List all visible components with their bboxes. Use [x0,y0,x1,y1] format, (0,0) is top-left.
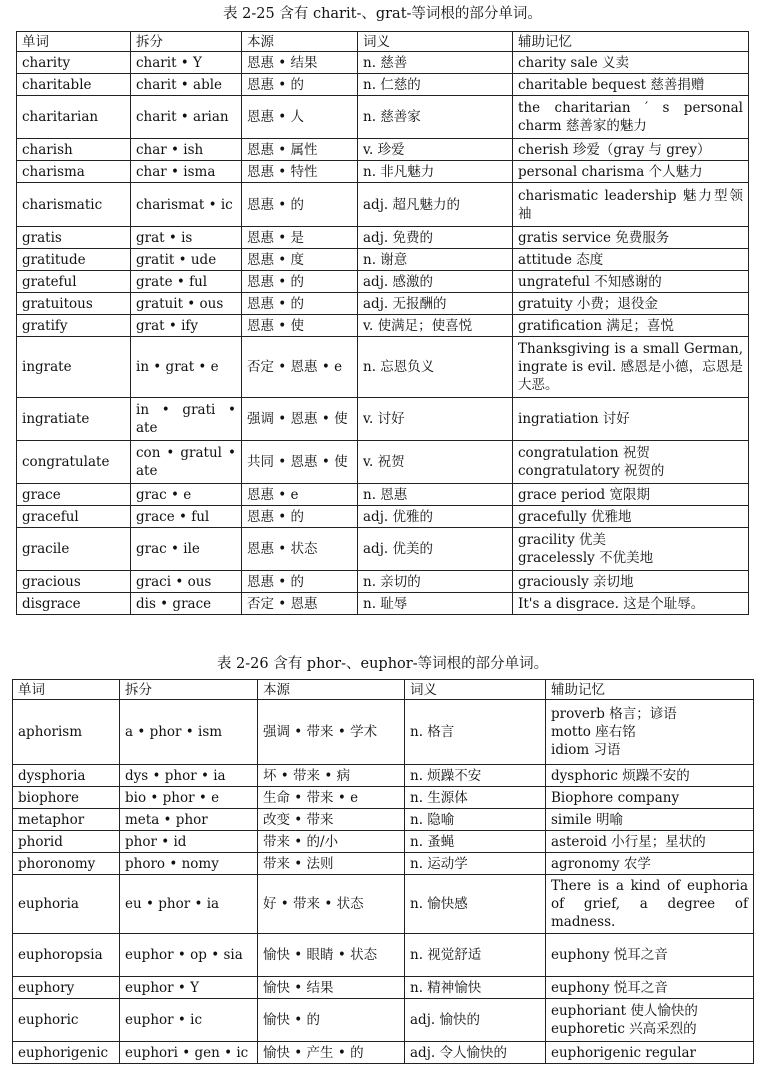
table-row [17,506,749,528]
table-row [17,74,749,96]
cell-meaning: adj. 优美的 [358,528,513,571]
table-row [17,183,749,227]
cell-split: phor • id [120,831,258,853]
memo-line: charismatic leadership 魅力型领袖 [518,187,743,222]
column-header: 拆分 [120,680,258,700]
column-header: 辅助记忆 [546,680,754,700]
memo-line: attitude 态度 [518,251,604,268]
cell-split: in • grat • e [131,337,242,398]
cell-meaning: n. 蚤蝇 [405,831,546,853]
cell-meaning: n. 视觉舒适 [405,934,546,977]
cell-split: euphor • ic [120,999,258,1042]
cell-word: dysphoria [13,765,120,787]
cell-origin: 强调 • 恩惠 • 使 [242,398,358,441]
cell-split: charit • able [131,74,242,96]
cell-word: euphory [13,977,120,999]
cell-origin: 恩惠 • 特性 [242,161,358,183]
table-row [17,96,749,139]
cell-meaning: v. 使满足；使喜悦 [358,315,513,337]
memo-line: simile 明喻 [551,811,623,828]
cell-split: grat • is [131,227,242,249]
column-header: 词义 [358,32,513,52]
cell-origin: 恩惠 • 属性 [242,139,358,161]
cell-word: gratuitous [17,293,131,315]
cell-origin: 强调 • 带来 • 学术 [258,700,405,765]
table-row [13,1042,754,1064]
column-header: 词义 [405,680,546,700]
cell-memo [513,593,749,615]
cell-word: gracious [17,571,131,593]
cell-memo [513,315,749,337]
table-row [17,271,749,293]
cell-word: charish [17,139,131,161]
cell-memo [513,398,749,441]
cell-memo [513,161,749,183]
cell-origin: 好 • 带来 • 状态 [258,875,405,934]
cell-word: grateful [17,271,131,293]
table-row [13,934,754,977]
memo-line: personal charisma 个人魅力 [518,163,703,180]
table-row [17,249,749,271]
cell-origin: 恩惠 • 状态 [242,528,358,571]
cell-split: gratuit • ous [131,293,242,315]
cell-word: euphorigenic [13,1042,120,1064]
cell-word: charisma [17,161,131,183]
column-header: 本源 [242,32,358,52]
table-row [17,161,749,183]
memo-line: gracility 优美 [518,532,607,548]
table-row [17,337,749,398]
cell-word: grace [17,484,131,506]
cell-origin: 恩惠 • 是 [242,227,358,249]
cell-memo [513,506,749,528]
cell-memo [546,809,754,831]
cell-split: charit • Y [131,52,242,74]
cell-word: disgrace [17,593,131,615]
cell-meaning: n. 忘恩负义 [358,337,513,398]
memo-line: proverb 格言；谚语 [551,706,677,722]
cell-split: grac • e [131,484,242,506]
memo-line: dysphoric 烦躁不安的 [551,767,690,784]
cell-split: con • gratul • ate [131,441,242,484]
cell-memo [513,271,749,293]
cell-memo [546,977,754,999]
cell-origin: 愉快 • 结果 [258,977,405,999]
cell-split: char • isma [131,161,242,183]
cell-meaning: v. 讨好 [358,398,513,441]
cell-meaning: n. 仁慈的 [358,74,513,96]
cell-meaning: n. 恩惠 [358,484,513,506]
cell-origin: 坏 • 带来 • 病 [258,765,405,787]
cell-memo [513,52,749,74]
cell-memo [546,999,754,1042]
table-row [17,571,749,593]
cell-origin: 恩惠 • 的 [242,271,358,293]
cell-word: gratify [17,315,131,337]
memo-line: euphoretic 兴高采烈的 [551,1021,697,1037]
table-row [17,227,749,249]
cell-split: grate • ful [131,271,242,293]
cell-memo [546,853,754,875]
cell-origin: 恩惠 • 使 [242,315,358,337]
cell-split: charit • arian [131,96,242,139]
cell-origin: 恩惠 • e [242,484,358,506]
cell-split: gratit • ude [131,249,242,271]
memo-line: motto 座右铭 [551,724,636,740]
cell-meaning: n. 格言 [405,700,546,765]
cell-split: eu • phor • ia [120,875,258,934]
cell-split: phoro • nomy [120,853,258,875]
cell-word: euphoric [13,999,120,1042]
table-row [17,315,749,337]
cell-word: biophore [13,787,120,809]
cell-memo [546,1042,754,1064]
table-row [13,831,754,853]
cell-word: congratulate [17,441,131,484]
cell-memo [546,875,754,934]
cell-origin: 恩惠 • 的 [242,293,358,315]
memo-line: There is a kind of euphoria of grief, a degree of madness. [551,878,748,930]
cell-split: grace • ful [131,506,242,528]
cell-meaning: n. 愉快感 [405,875,546,934]
cell-word: phorid [13,831,120,853]
table-2-26-caption: 表 2-26 含有 phor-、euphor-等词根的部分单词。 [216,656,549,672]
cell-origin: 生命 • 带来 • e [258,787,405,809]
memo-line: gratification 满足；喜悦 [518,317,674,334]
cell-meaning: adj. 超凡魅力的 [358,183,513,227]
cell-memo [513,441,749,484]
cell-memo [546,934,754,977]
cell-word: ingratiate [17,398,131,441]
cell-meaning: n. 慈善家 [358,96,513,139]
cell-word: phoronomy [13,853,120,875]
cell-origin: 恩惠 • 度 [242,249,358,271]
cell-split: charismat • ic [131,183,242,227]
memo-line: ungrateful 不知感谢的 [518,273,662,290]
cell-split: dys • phor • ia [120,765,258,787]
memo-line: grace period 宽限期 [518,486,650,503]
cell-origin: 恩惠 • 人 [242,96,358,139]
table-2-25-caption: 表 2-25 含有 charit-、grat-等词根的部分单词。 [223,6,542,22]
memo-line: euphorigenic regular [551,1044,697,1061]
memo-line: congratulation 祝贺 [518,445,650,461]
memo-line: euphony 悦耳之音 [551,979,668,996]
table-row [13,875,754,934]
cell-split: bio • phor • e [120,787,258,809]
cell-origin: 恩惠 • 结果 [242,52,358,74]
cell-split: euphor • Y [120,977,258,999]
cell-split: euphor • op • sia [120,934,258,977]
cell-split: dis • grace [131,593,242,615]
cell-word: charismatic [17,183,131,227]
cell-origin: 恩惠 • 的 [242,571,358,593]
cell-origin: 带来 • 法则 [258,853,405,875]
table-2-25 [16,31,749,615]
table-row [17,528,749,571]
cell-meaning: adj. 免费的 [358,227,513,249]
cell-meaning: n. 运动学 [405,853,546,875]
cell-origin: 恩惠 • 的 [242,183,358,227]
cell-meaning: n. 谢意 [358,249,513,271]
cell-origin: 恩惠 • 的 [242,506,358,528]
cell-word: euphoropsia [13,934,120,977]
column-header: 本源 [258,680,405,700]
cell-meaning: adj. 愉快的 [405,999,546,1042]
cell-word: graceful [17,506,131,528]
cell-memo [546,700,754,765]
table-row [17,441,749,484]
memo-line: euphoriant 使人愉快的 [551,1003,698,1019]
table-row [17,293,749,315]
memo-line: Biophore company [551,789,680,806]
cell-origin: 否定 • 恩惠 [242,593,358,615]
cell-split: grac • ile [131,528,242,571]
cell-split: grat • ify [131,315,242,337]
cell-meaning: n. 生源体 [405,787,546,809]
cell-split: in • grati • ate [131,398,242,441]
memo-line: idiom 习语 [551,742,621,758]
table-row [13,809,754,831]
cell-memo [513,74,749,96]
memo-line: the charitarian ′ s personal charm 慈善家的魅力 [518,100,743,134]
memo-line: congratulatory 祝贺的 [518,463,665,479]
cell-memo [513,484,749,506]
cell-meaning: adj. 感激的 [358,271,513,293]
cell-word: gratitude [17,249,131,271]
cell-meaning: adj. 优雅的 [358,506,513,528]
memo-line: ingratiation 讨好 [518,411,630,427]
cell-memo [513,96,749,139]
memo-line: charity sale 义卖 [518,54,629,71]
memo-line: gratuity 小费；退役金 [518,295,658,312]
cell-memo [513,293,749,315]
cell-split: char • ish [131,139,242,161]
cell-word: gracile [17,528,131,571]
table-row [13,999,754,1042]
memo-line: gratis service 免费服务 [518,229,670,246]
memo-line: asteroid 小行星；星状的 [551,833,706,850]
cell-origin: 改变 • 带来 [258,809,405,831]
table-row [13,700,754,765]
memo-line: agronomy 农学 [551,855,651,872]
table-2-26 [12,679,754,1064]
memo-line: It's a disgrace. 这是个耻辱。 [518,595,705,612]
cell-meaning: n. 非凡魅力 [358,161,513,183]
cell-origin: 愉快 • 的 [258,999,405,1042]
cell-memo [513,227,749,249]
cell-memo [513,571,749,593]
cell-meaning: adj. 无报酬的 [358,293,513,315]
cell-memo [513,139,749,161]
memo-line: cherish 珍爱（gray 与 grey） [518,141,711,158]
cell-origin: 带来 • 的/小 [258,831,405,853]
cell-origin: 否定 • 恩惠 • e [242,337,358,398]
table-row [17,52,749,74]
table-row [17,593,749,615]
memo-line: Thanksgiving is a small German, ingrate is evil. 感恩是小德，忘恩是大恶。 [518,341,743,393]
cell-meaning: n. 亲切的 [358,571,513,593]
cell-origin: 愉快 • 眼睛 • 状态 [258,934,405,977]
header-row [13,680,754,700]
cell-meaning: n. 耻辱 [358,593,513,615]
table-row [17,139,749,161]
cell-meaning: n. 隐喻 [405,809,546,831]
table-row [13,853,754,875]
table-row [17,484,749,506]
cell-meaning: v. 珍爱 [358,139,513,161]
cell-word: ingrate [17,337,131,398]
memo-line: graciously 亲切地 [518,573,634,590]
cell-memo [546,831,754,853]
cell-word: charitable [17,74,131,96]
cell-split: euphori • gen • ic [120,1042,258,1064]
cell-memo [513,337,749,398]
cell-meaning: n. 慈善 [358,52,513,74]
cell-word: metaphor [13,809,120,831]
cell-word: gratis [17,227,131,249]
cell-meaning: adj. 令人愉快的 [405,1042,546,1064]
cell-memo [513,249,749,271]
column-header: 辅助记忆 [513,32,749,52]
table-row [13,765,754,787]
cell-split: graci • ous [131,571,242,593]
cell-origin: 恩惠 • 的 [242,74,358,96]
table-row [13,787,754,809]
cell-origin: 共同 • 恩惠 • 使 [242,441,358,484]
memo-line: euphony 悦耳之音 [551,947,668,963]
table-row [17,398,749,441]
header-row [17,32,749,52]
cell-word: euphoria [13,875,120,934]
cell-word: aphorism [13,700,120,765]
column-header: 单词 [13,680,120,700]
memo-line: charitable bequest 慈善捐赠 [518,76,705,93]
column-header: 拆分 [131,32,242,52]
column-header: 单词 [17,32,131,52]
cell-memo [513,528,749,571]
cell-split: meta • phor [120,809,258,831]
cell-memo [546,765,754,787]
cell-meaning: n. 精神愉快 [405,977,546,999]
memo-line: gracefully 优雅地 [518,508,632,525]
cell-memo [513,183,749,227]
cell-origin: 愉快 • 产生 • 的 [258,1042,405,1064]
cell-memo [546,787,754,809]
cell-meaning: n. 烦躁不安 [405,765,546,787]
cell-meaning: v. 祝贺 [358,441,513,484]
table-row [13,977,754,999]
cell-word: charity [17,52,131,74]
cell-word: charitarian [17,96,131,139]
memo-line: gracelessly 不优美地 [518,550,654,566]
cell-split: a • phor • ism [120,700,258,765]
